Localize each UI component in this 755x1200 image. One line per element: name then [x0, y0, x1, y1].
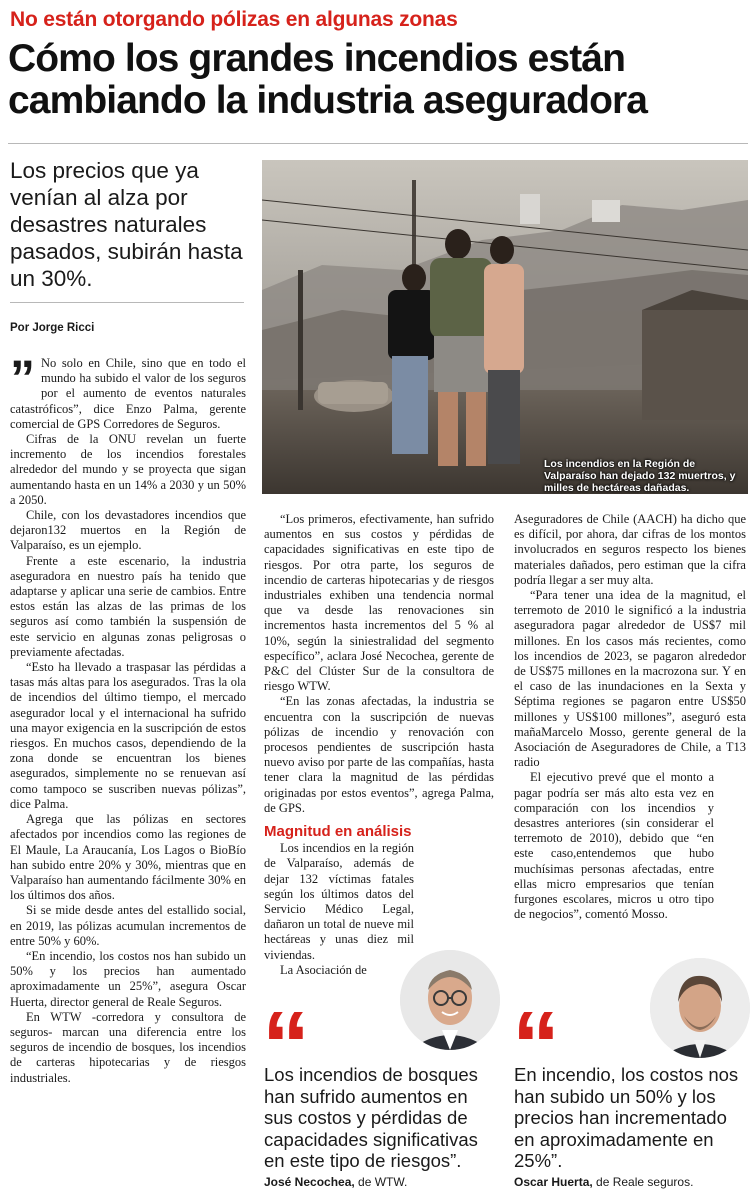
paragraph: En WTW -corredora y consultora de seguros- marcan una diferencia entre los seguros de incendio de bosques, los incendios de carteras hipotecarias y de riesgos industriales. — [10, 1009, 246, 1085]
divider — [10, 302, 244, 303]
kicker: No están otorgando pólizas en algunas zonas — [10, 8, 458, 31]
photo-caption: Los incendios en la Región de Valparaíso han dejado 132 muertros, y milles de hectáreas dañadas. — [544, 458, 736, 494]
quote-org: de Reale seguros. — [592, 1175, 694, 1189]
paragraph: Aseguradores de Chile (AACH) ha dicho que es difícil, por ahora, dar cifras de los montos involucrados en seguros respecto los bienes materiales dañados, pero estiman que la cifra podría llegar a ser muy alta. — [514, 512, 746, 587]
portrait-oscar-huerta — [650, 958, 750, 1058]
paragraph: La Asociación de — [280, 962, 367, 977]
quote-author: José Necochea, — [264, 1175, 355, 1189]
paragraph: Cifras de la ONU revelan un fuerte incremento de los incendios forestales alrededor del mundo y se proyecta que sigan aumentando hasta en un 14% a 2030 y un 50% a 2050. — [10, 432, 246, 507]
byline: Por Jorge Ricci — [10, 322, 95, 334]
quote-author: Oscar Huerta, — [514, 1175, 593, 1189]
deck: Los precios que ya venían al alza por desastres naturales pasados, subirán hasta un 30%. — [10, 158, 243, 291]
paragraph: “Para tener una idea de la magnitud, el terremoto de 2010 le significó a la industria aseguradora pagar alrededor de US$7 mil millones. En los casos más recientes, como los incendios de 2023, se pagaron alrededor de US$75 millones en la macrozona sur. Y en el caso de las inundaciones en la Sexta y Séptima regiones se pagaron entre US$50 millones y US$100 millones”, aseguró esta mañaMarcelo Mosso, gerente general de la Asociación de Aseguradores de Chile, a T13 radio — [514, 588, 746, 770]
portrait-jose-necochea — [400, 950, 500, 1050]
paragraph: Agrega que las pólizas en sectores afectados por incendios como las regiones de El Maule, La Araucanía, Los Lagos o BioBío han subido entre 20% y 30%, mientras que en Valparaíso han aumentando fácilmente 30% en los últimos dos años. — [10, 812, 246, 903]
fire-photo — [262, 160, 748, 494]
pull-quote-1: Los incendios de bosques han sufrido aumentos en sus costos y pérdidas de capacidades significativas en este tipo de riesgos”. — [264, 1064, 478, 1171]
quote-attribution-2 — [514, 1175, 693, 1189]
article-column-3 — [514, 512, 746, 922]
paragraph: “Esto ha llevado a traspasar las pérdidas a tasas más altas para los asegurados. Tras la ola de incendios del último tiempo, el mercado asegurador local y el internacional ha sufrido una mayor exigencia en la suscripción de estos riesgos. En muchos casos, dependiendo de la zona donde se encuentran los bienes asegurados, simplemente no se renuevan así como tampoco se suscriben nuevas pólizas”, dice Palma. — [10, 660, 246, 811]
open-quote-icon: ” — [10, 350, 35, 406]
quote-org: de WTW. — [354, 1175, 408, 1189]
quote-attribution-1 — [264, 1175, 407, 1189]
paragraph: Frente a este escenario, la industria aseguradora en nuestro país ha tenido que adaptarse y aplicar una serie de cambios. Entre estos están las alzas de las primas de los seguros así como también la suspensión de este servicio en algunas zonas peligrosas o previamente afectadas. — [10, 553, 246, 659]
paragraph: Chile, con los devastadores incendios que dejaron132 muertos en la Región de Valparaíso, es un ejemplo. — [10, 508, 246, 553]
article-column-1 — [10, 350, 246, 1086]
divider — [8, 143, 748, 144]
headline: Cómo los grandes incendios están cambiando la industria aseguradora — [8, 37, 648, 122]
paragraph: “Los primeros, efectivamente, han sufrido aumentos en sus costos y pérdidas de capacidades significativas en este tipo de riesgos. Por otra parte, los seguros de incendio de carteras hipotecarias y de riesgos industriales exhiben una tendencia normal que va desde las renovaciones sin incrementos hasta incrementos del 5 % al 10%, según la siniestralidad del segmento específico”, aclara José Necochea, gerente de P&C del Clúster Sur de la consultora de riesgo WTW. — [264, 512, 494, 694]
paragraph: “En las zonas afectadas, la industria se encuentra con la suscripción de nuevas pólizas de incendio y renovación con procesos pendientes de suscripción hasta nuevo aviso por parte de las compañías, hasta tener clara la magnitud de las pérdidas originadas por estos eventos”, agrega Palma, de GPS. — [264, 694, 494, 815]
subheading: Magnitud en análisis — [264, 823, 412, 841]
paragraph: Los incendios en la región de Valparaíso, además de dejar 132 víctimas fatales según los últimos datos del Servicio Médico Legal, dañaron un total de nueve mil hectáreas y unas diez mil viviendas. — [264, 841, 414, 962]
quote-mark-icon: “ — [262, 992, 310, 1099]
article-column-2 — [264, 512, 494, 978]
quote-mark-icon: “ — [512, 992, 560, 1099]
paragraph: Si se mide desde antes del estallido social, en 2019, las pólizas acumulan incrementos de entre 50% y 60%. — [10, 903, 246, 948]
paragraph: El ejecutivo prevé que el monto a pagar podría ser más alto esta vez en comparación con los incendios y desastres anteriores (sin considerar el terremoto de 2010), debido que “en este caso,entendemos que hubo muchísimas personas afectadas, entre ellas micro empresarios que tenían furgones escolares, micros u otro tipo de negocios”, comentó Mosso. — [514, 770, 714, 922]
paragraph: “En incendio, los costos nos han subido un 50% y los precios han aumentado aproximadamente un 25%”, asegura Oscar Huerta, director general de Reale Seguros. — [10, 948, 246, 1009]
pull-quote-2: En incendio, los costos nos han subido un 50% y los precios han incrementado en aproximadamente en 25%”. — [514, 1064, 739, 1171]
paragraph: No solo en Chile, sino que en todo el mundo ha subido el valor de los seguros por el aumento de eventos naturales catastróficos”, dice Enzo Palma, gerente comercial de GPS Corredores de Seguros. — [10, 356, 246, 431]
